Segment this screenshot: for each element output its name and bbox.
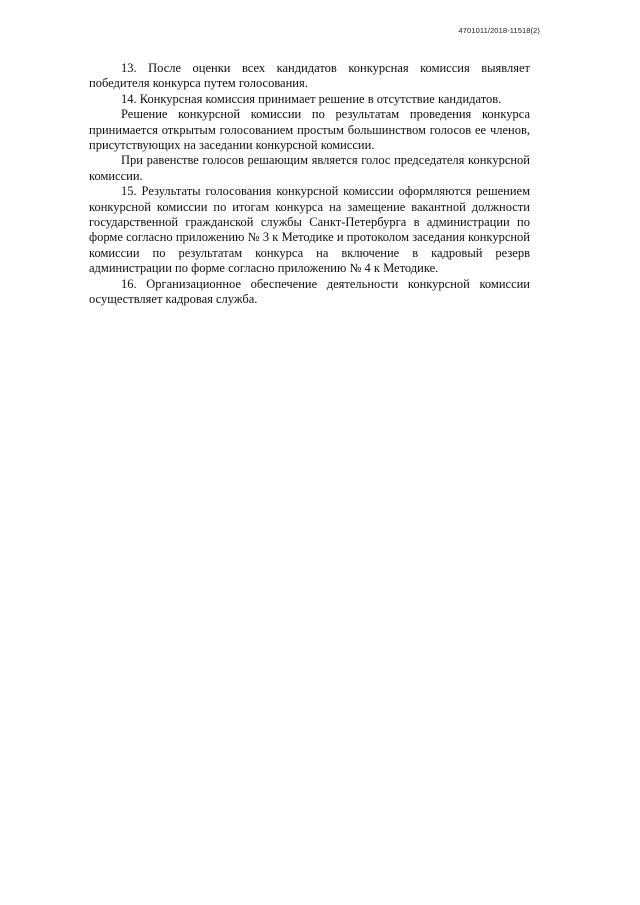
- paragraph-16: 16. Организационное обеспечение деятельности конкурсной комиссии осуществляет кадровая служба.: [89, 276, 530, 307]
- document-id: 4701011/2018-11518(2): [458, 26, 540, 35]
- paragraph-decision: Решение конкурсной комиссии по результатам проведения конкурса принимается открытым голосованием простым большинством голосов ее членов, присутствующих на заседании конкурсной комиссии.: [89, 107, 530, 153]
- document-body: [89, 61, 530, 308]
- paragraph-13: 13. После оценки всех кандидатов конкурсная комиссия выявляет победителя конкурса путем голосования.: [89, 61, 530, 91]
- paragraph-15: 15. Результаты голосования конкурсной комиссии оформляются решением конкурсной комиссии по итогам конкурса на замещение вакантной должности государственной гражданской службы Санкт-Петербурга в администрации по форме согласно приложению № 3 к Методике и протоколом заседания конкурсной комиссии по результатам конкурса на включение в кадровый резерв администрации по форме согласно приложению № 4 к Методике.: [89, 184, 530, 276]
- paragraph-tie-vote: При равенстве голосов решающим является голос председателя конкурсной комиссии.: [89, 153, 530, 183]
- paragraph-14: 14. Конкурсная комиссия принимает решение в отсутствие кандидатов.: [121, 91, 502, 106]
